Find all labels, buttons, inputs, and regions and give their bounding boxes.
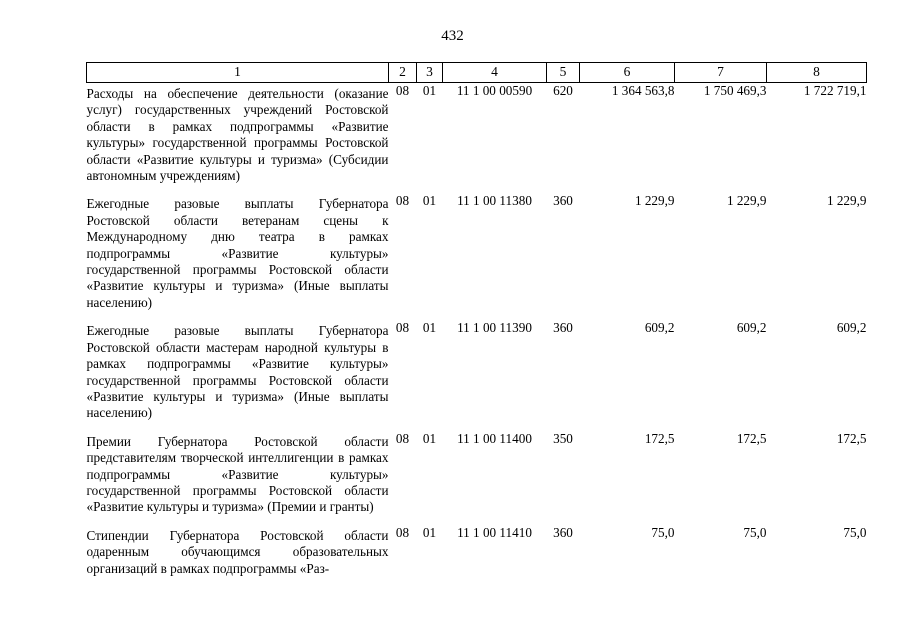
subsection-code: 01 (422, 320, 437, 336)
subsection-code: 01 (422, 83, 437, 98)
amount-col8: 1 722 719,1 (803, 83, 867, 98)
section-code: 08 (395, 524, 410, 540)
amount-col7: 1 229,9 (726, 193, 767, 209)
section-code: 08 (395, 193, 410, 209)
row-description: Стипендии Губернатора Ростовской области одаренным обучающимся образовательных организаций в рамках подпрограммы «Раз- (86, 527, 389, 576)
table-header-row (87, 63, 867, 83)
section-code: 08 (395, 83, 410, 98)
expense-type-code: 360 (553, 193, 573, 209)
expense-type-code: 360 (553, 320, 573, 336)
amount-col6: 1 364 563,8 (611, 83, 675, 98)
table-row (87, 83, 867, 194)
target-article-code: 11 1 00 11400 (457, 430, 532, 446)
row-description: Расходы на обеспечение деятельности (оказание услуг) государственных учреждений Ростовской области в рамках подпрограммы «Развитие культуры» государственной программы Ростовской области «Развитие культуры и туризма» (Субсидии автономным учреждениям) (86, 86, 389, 184)
section-code: 08 (395, 320, 410, 336)
subsection-code: 01 (422, 524, 437, 540)
column-header-3: 3 (417, 63, 443, 83)
table-row (87, 431, 867, 525)
column-header-7: 7 (675, 63, 767, 83)
row-description: Премии Губернатора Ростовской области представителям творческой интеллигенции в рамках подпрограммы «Развитие культуры» государственной программы Ростовской области «Развитие культуры и туризма» (Премии и гранты) (86, 433, 389, 515)
subsection-code: 01 (422, 430, 437, 446)
amount-col7: 609,2 (736, 320, 767, 336)
row-description: Ежегодные разовые выплаты Губернатора Ростовской области ветеранам сцены к Международному дню театра в рамках подпрограммы «Развитие культуры» государственной программы Ростовской области «Развитие культуры и туризма» (Иные выплаты населению) (86, 196, 389, 310)
target-article-code: 11 1 00 11390 (457, 320, 532, 336)
target-article-code: 11 1 00 00590 (456, 83, 533, 98)
amount-col7: 172,5 (736, 430, 767, 446)
section-code: 08 (395, 430, 410, 446)
target-article-code: 11 1 00 11410 (457, 524, 532, 540)
amount-col6: 609,2 (644, 320, 675, 336)
amount-col7: 1 750 469,3 (703, 83, 767, 98)
column-header-6: 6 (580, 63, 675, 83)
target-article-code: 11 1 00 11380 (457, 193, 532, 209)
column-header-5: 5 (547, 63, 580, 83)
column-header-2: 2 (389, 63, 417, 83)
amount-col8: 1 229,9 (826, 193, 867, 209)
expense-type-code: 360 (553, 524, 573, 540)
table-row (87, 193, 867, 320)
column-header-1: 1 (87, 63, 389, 83)
expense-type-code: 620 (553, 83, 573, 98)
column-header-8: 8 (767, 63, 867, 83)
amount-col8: 172,5 (836, 430, 867, 446)
amount-col6: 172,5 (644, 430, 675, 446)
page-number: 432 (441, 28, 464, 44)
amount-col6: 75,0 (651, 524, 675, 540)
subsection-code: 01 (422, 193, 437, 209)
column-header-4: 4 (443, 63, 547, 83)
row-description: Ежегодные разовые выплаты Губернатора Ростовской области мастерам народной культуры в рамках подпрограммы «Развитие культуры» государственной программы Ростовской области «Развитие культуры и туризма» (Иные выплаты населению) (86, 323, 389, 421)
amount-col8: 609,2 (836, 320, 867, 336)
budget-table (86, 62, 867, 577)
table-row (87, 525, 867, 577)
amount-col8: 75,0 (843, 524, 867, 540)
expense-type-code: 350 (553, 430, 573, 446)
amount-col6: 1 229,9 (634, 193, 675, 209)
table-row (87, 320, 867, 430)
amount-col7: 75,0 (743, 524, 767, 540)
